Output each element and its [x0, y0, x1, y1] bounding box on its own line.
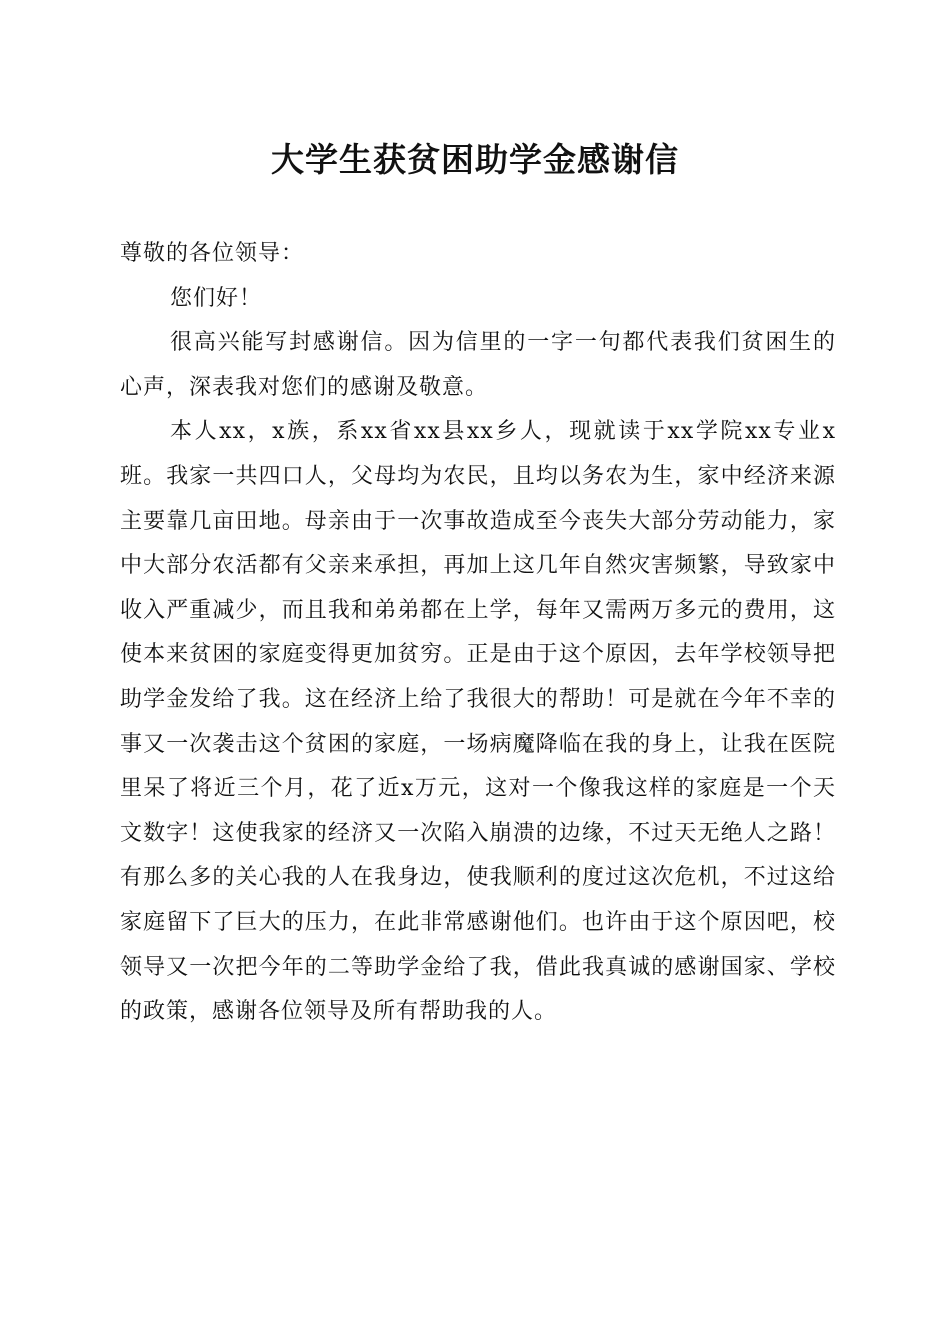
letter-paragraph-2: 本人xx，x族，系xx省xx县xx乡人，现就读于xx学院xx专业x班。我家一共四口人，父母均为农民，且均以务农为生，家中经济来源主要靠几亩田地。母亲由于一次事故造成至今丧失大部分劳动能力，家中大部分农活都有父亲来承担，再加上这几年自然灾害频繁，导致家中收入严重减少，而且我和弟弟都在上学，每年又需两万多元的费用，这使本来贫困的家庭变得更加贫穷。正是由于这个原因，去年学校领导把助学金发给了我。这在经济上给了我很大的帮助！可是就在今年不幸的事又一次袭击这个贫困的家庭，一场病魔降临在我的身上，让我在医院里呆了将近三个月，花了近x万元，这对一个像我这样的家庭是一个天文数字！这使我家的经济又一次陷入崩溃的边缘，不过天无绝人之路！有那么多的关心我的人在我身边，使我顺利的度过这次危机，不过这给家庭留下了巨大的压力，在此非常感谢他们。也许由于这个原因吧，校领导又一次把今年的二等助学金给了我，借此我真诚的感谢国家、学校的政策，感谢各位领导及所有帮助我的人。: [120, 419, 836, 1025]
letter-body: [120, 232, 836, 1035]
document-title: 大学生获贫困助学金感谢信: [271, 140, 679, 179]
letter-paragraph-1: 很高兴能写封感谢信。因为信里的一字一句都代表我们贫困生的心声，深表我对您们的感谢及敬意。: [120, 330, 836, 400]
letter-greeting: 您们好！: [170, 285, 263, 311]
letter-salutation: 尊敬的各位领导：: [120, 241, 305, 266]
